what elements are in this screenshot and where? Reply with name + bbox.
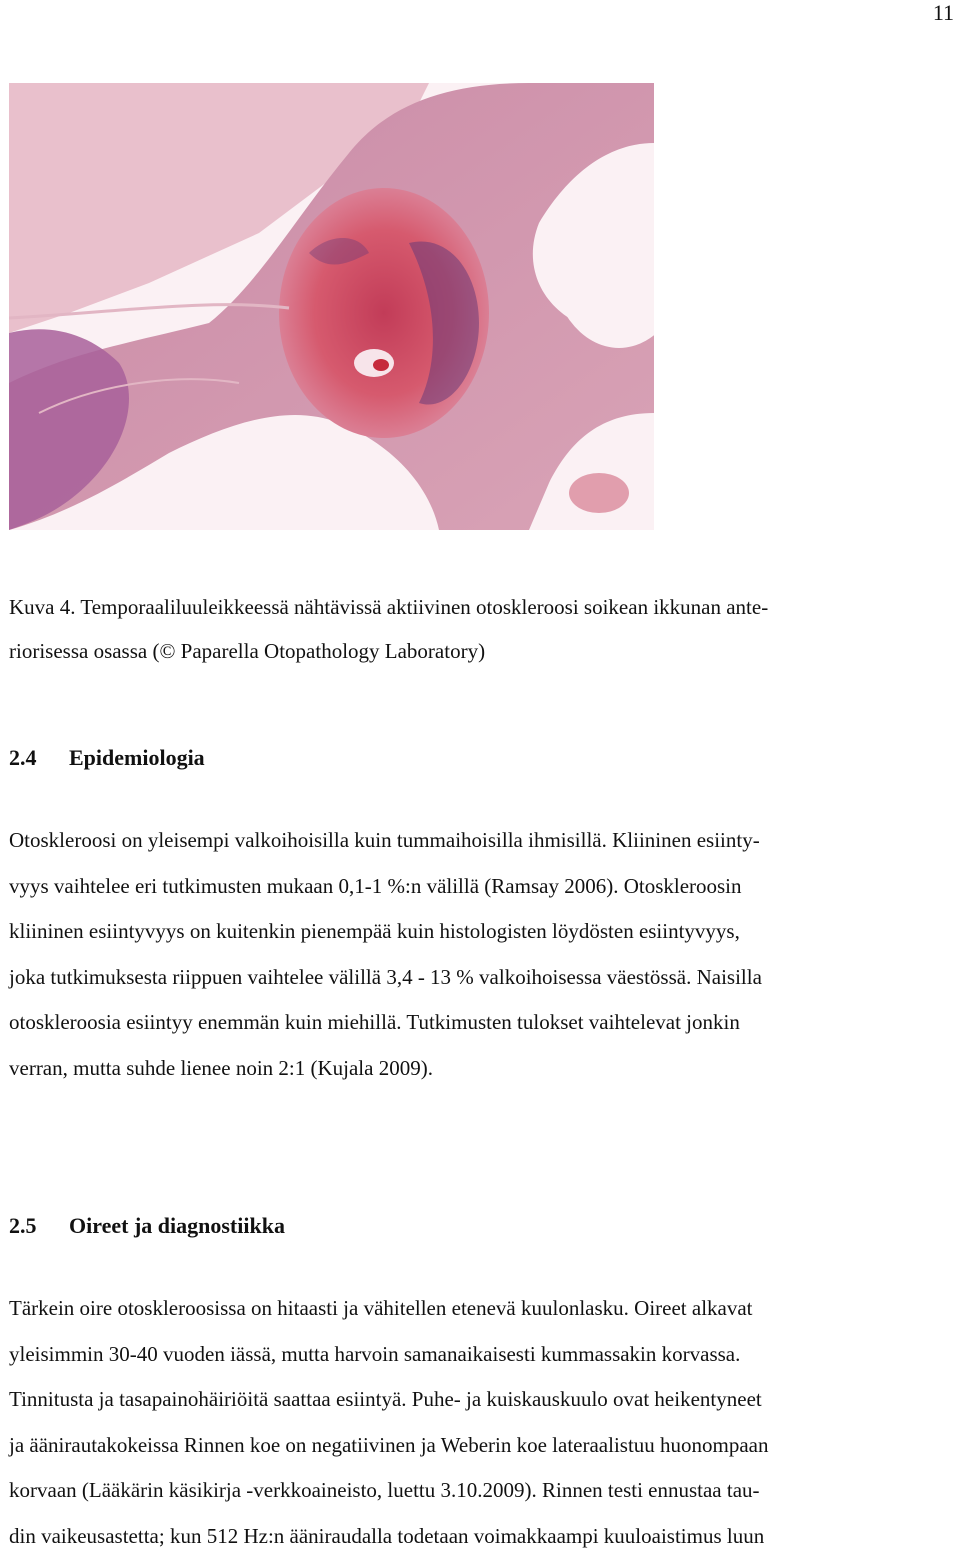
text-line: yleisimmin 30-40 vuoden iässä, mutta harvoin samanaikaisesti kummassakin korvassa.	[9, 1332, 954, 1378]
caption-line: Kuva 4. Temporaaliluuleikkeessä nähtävissä aktiivinen otoskleroosi soikean ikkunan ante-	[9, 585, 954, 629]
page-number: 11	[933, 0, 954, 26]
text-line: ja äänirautakokeissa Rinnen koe on negatiivinen ja Weberin koe lateraalistuu huonompaan	[9, 1423, 954, 1469]
text-line: Tinnitusta ja tasapainohäiriöitä saattaa esiintyä. Puhe- ja kuiskauskuulo ovat heikentyneet	[9, 1377, 954, 1423]
section-number: 2.4	[9, 745, 69, 771]
text-line: korvaan (Lääkärin käsikirja -verkkoaineisto, luettu 3.10.2009). Rinnen testi ennustaa tau-	[9, 1468, 954, 1514]
section-title: Epidemiologia	[69, 745, 205, 770]
paragraph-oireet	[9, 1286, 954, 1559]
paragraph-epidemiologia	[9, 818, 954, 1091]
text-line: Otoskleroosi on yleisempi valkoihoisilla kuin tummaihoisilla ihmisillä. Kliininen esiinty-	[9, 818, 954, 864]
caption-line: riorisessa osassa (© Paparella Otopathology Laboratory)	[9, 629, 954, 673]
text-line: din vaikeusastetta; kun 512 Hz:n ääniraudalla todetaan voimakkaampi kuuloaistimus luun	[9, 1514, 954, 1559]
text-line: otoskleroosia esiintyy enemmän kuin miehillä. Tutkimusten tulokset vaihtelevat jonkin	[9, 1000, 954, 1046]
section-number: 2.5	[9, 1213, 69, 1239]
text-line: verran, mutta suhde lienee noin 2:1 (Kujala 2009).	[9, 1046, 954, 1092]
section-title: Oireet ja diagnostiikka	[69, 1213, 285, 1238]
text-line: vyys vaihtelee eri tutkimusten mukaan 0,1-1 %:n välillä (Ramsay 2006). Otoskleroosin	[9, 864, 954, 910]
section-heading-epidemiologia	[9, 745, 205, 771]
histology-image	[9, 83, 654, 530]
section-heading-oireet	[9, 1213, 285, 1239]
text-line: Tärkein oire otoskleroosissa on hitaasti ja vähitellen etenevä kuulonlasku. Oireet alkavat	[9, 1286, 954, 1332]
text-line: joka tutkimuksesta riippuen vaihtelee välillä 3,4 - 13 % valkoihoisessa väestössä. Naisilla	[9, 955, 954, 1001]
text-line: kliininen esiintyvyys on kuitenkin pienempää kuin histologisten löydösten esiintyvyys,	[9, 909, 954, 955]
histology-figure	[9, 83, 654, 530]
figure-caption	[9, 585, 954, 673]
